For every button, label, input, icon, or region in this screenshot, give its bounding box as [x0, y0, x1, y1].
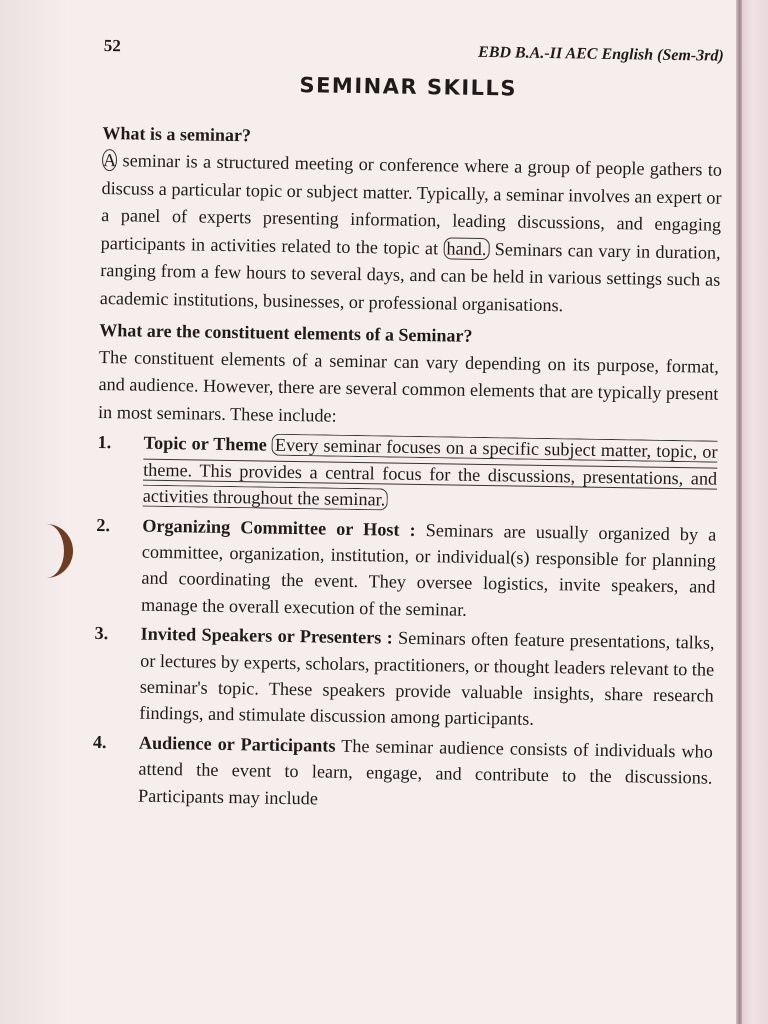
page-number: 52: [103, 36, 121, 56]
page-header: [104, 36, 724, 76]
circled-letter: A: [102, 150, 117, 171]
list-item-text: Seminars are usually organized by a committee, organization, institution, or individual(s) responsible for planning and coordinating the event. They oversee logistics, invite speakers, and manage the overall execution of the seminar.: [140, 519, 717, 620]
definition-text-1: seminar is a structured meeting or conference where a group of people gathers to discuss a particular topic or subject matter. Typically, a seminar involves an expert or a panel of experts presenting information, leading discussions, and engaging participants in activities related to the topic at: [100, 150, 723, 259]
page-title: SEMINAR SKILLS: [299, 73, 518, 101]
section-heading-constituent-elements: What are the constituent elements of a Seminar?: [99, 319, 473, 346]
list-item: [95, 512, 717, 627]
seminar-definition-paragraph: [100, 147, 723, 322]
list-item-term: Audience or Participants: [138, 732, 336, 756]
list-item-number: 2.: [96, 514, 111, 535]
list-item-number: 3.: [94, 623, 109, 644]
list-item-text: Seminars often feature presentations, talks, or lectures by experts, scholars, practitioners, or thought leaders relevant to the seminar's topic. These speakers provide valuable insights, share research findings, and stimulate discussion among participants.: [139, 627, 715, 730]
constituent-elements-intro: The constituent elements of a seminar can vary depending on its purpose, format, and audience. However, there are several common elements that are typically present in most seminars. These include:: [97, 346, 720, 426]
running-head: EBD B.A.-II AEC English (Sem-3rd): [477, 43, 724, 65]
elements-list: [92, 429, 718, 817]
list-item-number: 1.: [97, 432, 112, 453]
definition-text-2: Seminars can vary in duration, ranging from a few hours to several days, and can be held in various settings such as academic institutions, businesses, or professional organisations.: [99, 238, 721, 316]
page-fold-shadow: [0, 0, 70, 1024]
section-heading-what-is-seminar: What is a seminar?: [102, 122, 252, 146]
list-item-term: Invited Speakers or Presenters :: [140, 623, 393, 648]
list-item-text: The seminar audience consists of individuals who attend the event to learn, engage, and contribute to the discussions. Participants may include: [137, 735, 713, 809]
list-item-number: 4.: [92, 731, 107, 752]
list-item: [92, 729, 713, 818]
list-item: [93, 620, 715, 735]
list-item-text: Every seminar focuses on a specific subject matter, topic, or theme. This provides a central focus for the discussions, presentations, and activities throughout the seminar.: [142, 435, 718, 510]
list-item: [97, 429, 718, 518]
list-item-term: Organizing Committee or Host :: [142, 515, 416, 540]
page-content: [92, 36, 724, 818]
page-edge-background: [742, 0, 768, 1024]
list-item-term: Topic or Theme: [143, 433, 267, 455]
bracketed-word: hand.: [443, 237, 489, 260]
